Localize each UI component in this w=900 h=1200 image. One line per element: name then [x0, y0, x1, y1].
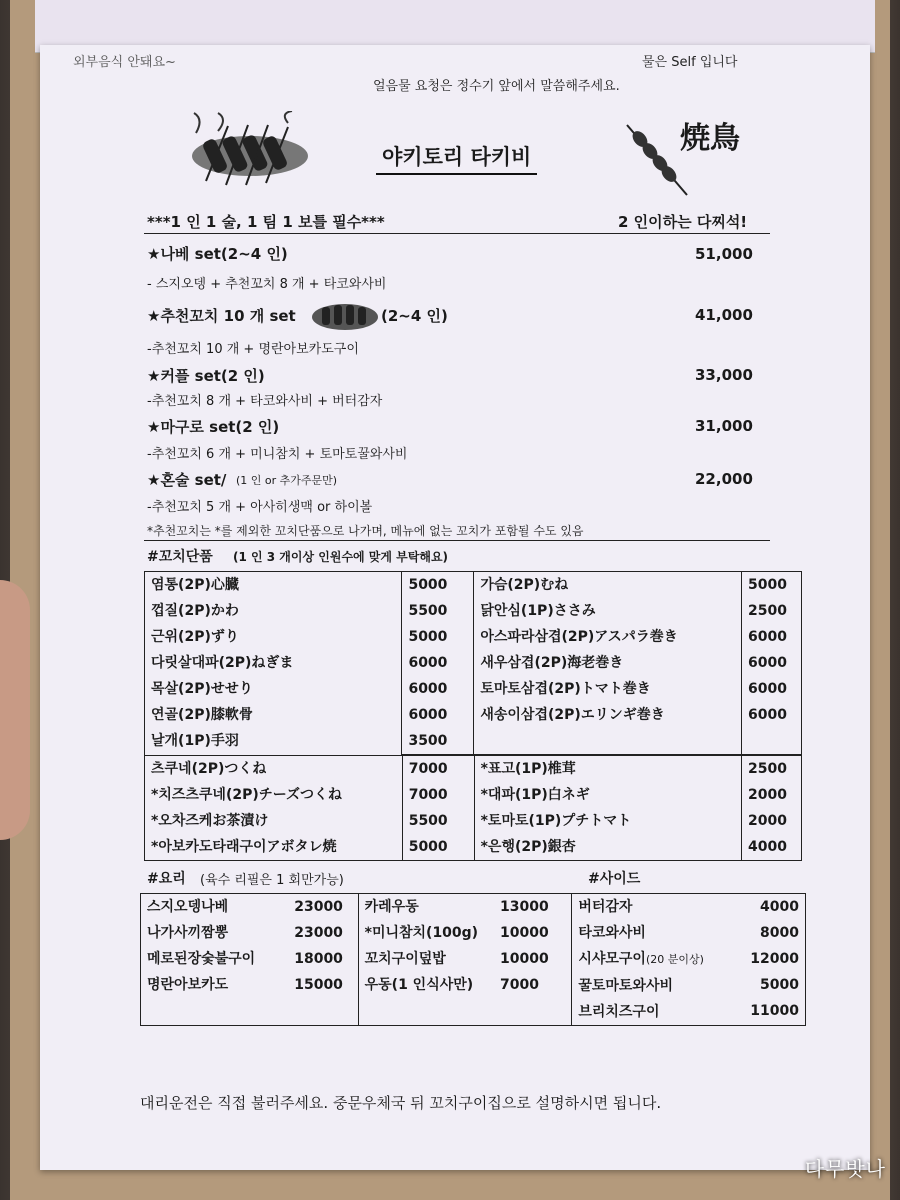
set-nabe-name: ★나베 set(2~4 인) [147, 245, 288, 263]
side-price: 4000 [760, 899, 799, 915]
dish-name: 카레우동 [364, 899, 419, 915]
side-name: 버터감자 [578, 899, 633, 915]
dish-price: 23000 [294, 899, 343, 915]
skewer-price: 6000 [748, 707, 787, 723]
skewer-table-lower [144, 755, 802, 861]
skewer-item: 목살(2P)せせり [151, 681, 253, 698]
skewer-price: 6000 [748, 655, 787, 671]
set-nabe-price: 51,000 [695, 245, 753, 263]
skewer-price: 5500 [408, 813, 448, 829]
watermark: 다무밧나 [804, 1157, 886, 1181]
set-maguro-desc: -추천꼬치 6 개 + 미니참치 + 토마토꿀와사비 [147, 447, 408, 462]
side-heading: #사이드 [588, 871, 641, 887]
thumb [0, 580, 30, 840]
side-name: 브리치즈구이 [578, 1004, 660, 1020]
side-name: 타코와사비 [578, 925, 646, 941]
set-honsul-desc: -추천꼬치 5 개 + 아사히생맥 or 하이볼 [147, 500, 373, 515]
set-note: *추천꼬치는 *를 제외한 꼬치단품으로 나가며, 메뉴에 없는 꼬치가 포함될 수도 있음 [147, 524, 584, 538]
outside-food-note: 외부음식 안돼요~ [73, 55, 176, 70]
skewer-item: 새송이삼겹(2P)エリンギ巻き [480, 707, 665, 723]
skewer-item: 근위(2P)ずり [151, 629, 239, 646]
side-price: 5000 [760, 977, 799, 993]
skewer-price: 7000 [408, 787, 448, 803]
dish-price: 7000 [500, 977, 539, 993]
skewer-photo-icon [310, 295, 380, 333]
skewer-price: 6000 [408, 655, 448, 671]
dish-table [140, 893, 806, 1026]
skewer-price: 4000 [748, 839, 787, 855]
skewer-item: *토마토(1P)プチトマト [480, 813, 632, 829]
set-recommend10-price: 41,000 [695, 306, 753, 324]
drink-rule: ***1 인 1 술, 1 팀 1 보틀 필수*** [147, 213, 385, 231]
skewer-item: *은행(2P)銀杏 [480, 839, 576, 855]
menu-page [40, 45, 870, 1170]
dish-name: 꼬치구이덮밥 [364, 951, 446, 967]
skewer-price: 2000 [748, 787, 787, 803]
skewer-item: *치즈츠쿠네(2P)チーズつくね [151, 787, 343, 803]
ice-water-note: 얼음물 요청은 정수기 앞에서 말씀해주세요. [373, 79, 620, 94]
skewer-price: 6000 [408, 681, 448, 697]
skewer-item: *아보카도타래구이アボタレ焼 [151, 839, 337, 855]
dish-price: 23000 [294, 925, 343, 941]
skewer-item: 토마토삼겹(2P)トマト巻き [480, 681, 651, 697]
dish-price: 15000 [294, 977, 343, 993]
set-nabe-desc: - 스지오뎅 + 추천꼬치 8 개 + 타코와사비 [147, 277, 387, 292]
dish-name: 메로된장숯불구이 [147, 951, 256, 967]
skewer-table-upper [144, 571, 802, 755]
skewer-price: 7000 [408, 761, 448, 777]
set-couple-price: 33,000 [695, 366, 753, 384]
skewer-item: 가슴(2P)むね [480, 577, 569, 593]
dish-note: (육수 리필은 1 회만가능) [200, 873, 344, 888]
skewer-heading: #꼬치단품 [147, 549, 213, 565]
dish-heading: #요리 [147, 871, 186, 887]
grilled-skewers-illustration [188, 111, 313, 191]
skewer-heading-note: (1 인 3 개이상 인원수에 맞게 부탁해요) [233, 550, 449, 564]
skewer-price: 6000 [748, 629, 787, 645]
set-recommend10-people: (2~4 인) [381, 307, 448, 325]
dish-name: 스지오뎅나베 [147, 899, 229, 915]
set-divider [144, 540, 770, 541]
yakitori-logo-text: 焼鳥 [680, 121, 740, 156]
dish-price: 13000 [500, 899, 549, 915]
skewer-item: *표고(1P)椎茸 [480, 761, 576, 777]
set-maguro-price: 31,000 [695, 417, 753, 435]
dish-name: 명란아보카도 [147, 977, 229, 993]
dish-name: *미니참치(100g) [364, 925, 479, 941]
dish-name: 나가사끼짬뽕 [147, 925, 229, 941]
side-name: 꿀토마토와사비 [578, 978, 673, 994]
dish-price: 18000 [294, 951, 343, 967]
set-honsul-people: (1 인 or 추가주문만) [236, 474, 338, 487]
skewer-price: 6000 [408, 707, 448, 723]
dish-price: 10000 [500, 925, 549, 941]
set-couple-desc: -추천꼬치 8 개 + 타코와사비 + 버터감자 [147, 394, 383, 409]
skewer-item: 염통(2P)心臓 [151, 577, 239, 594]
skewer-price: 2500 [748, 761, 787, 777]
skewer-price: 6000 [748, 681, 787, 697]
skewer-price: 2000 [748, 813, 787, 829]
skewer-item: 새우삼겹(2P)海老巻き [480, 655, 624, 671]
skewer-item: 아스파라삼겹(2P)アスパラ巻き [480, 629, 678, 645]
skewer-item: 닭안심(1P)ささみ [480, 603, 596, 619]
side-price: 11000 [750, 1003, 799, 1019]
side-name: 시샤모구이 [578, 951, 646, 967]
skewer-item: *대파(1P)白ネギ [480, 787, 590, 803]
restaurant-title: 야키토리 타키비 [376, 141, 537, 175]
skewer-item: 날개(1P)手羽 [151, 733, 239, 750]
rule-divider [144, 233, 770, 234]
skewer-price: 2500 [748, 603, 787, 619]
skewer-item: *오차즈케お茶漬け [151, 813, 269, 829]
side-price: 12000 [750, 951, 799, 967]
skewer-price: 5000 [408, 629, 448, 645]
skewer-item: 껍질(2P)かわ [151, 603, 239, 620]
skewer-price: 5000 [748, 577, 787, 593]
dish-name: 우동(1 인식사만) [364, 977, 474, 993]
set-honsul-price: 22,000 [695, 470, 753, 488]
skewer-item: 연골(2P)膝軟骨 [151, 707, 253, 724]
dish-price: 10000 [500, 951, 549, 967]
skewer-price: 3500 [408, 733, 448, 749]
skewer-price: 5000 [408, 839, 448, 855]
skewer-item: 다릿살대파(2P)ねぎま [151, 655, 294, 672]
set-maguro-name: ★마구로 set(2 인) [147, 418, 280, 436]
seating-rule: 2 인이하는 다찌석! [618, 213, 748, 231]
skewer-item: 츠쿠네(2P)つくね [151, 761, 267, 777]
side-price: 8000 [760, 925, 799, 941]
side-note: (20 분이상) [645, 953, 704, 966]
set-recommend10-name: ★추천꼬치 10 개 set [147, 307, 296, 325]
footer-note: 대리운전은 직접 불러주세요. 중문우체국 뒤 꼬치구이집으로 설명하시면 됩니다. [140, 1094, 662, 1112]
skewer-price: 5000 [408, 577, 448, 593]
set-recommend10-desc: -추천꼬치 10 개 + 명란아보카도구이 [147, 342, 359, 357]
water-self-note: 물은 Self 입니다 [642, 55, 738, 70]
set-couple-name: ★커플 set(2 인) [147, 367, 265, 385]
set-honsul-name: ★혼술 set/ [147, 471, 227, 489]
skewer-price: 5500 [408, 603, 448, 619]
